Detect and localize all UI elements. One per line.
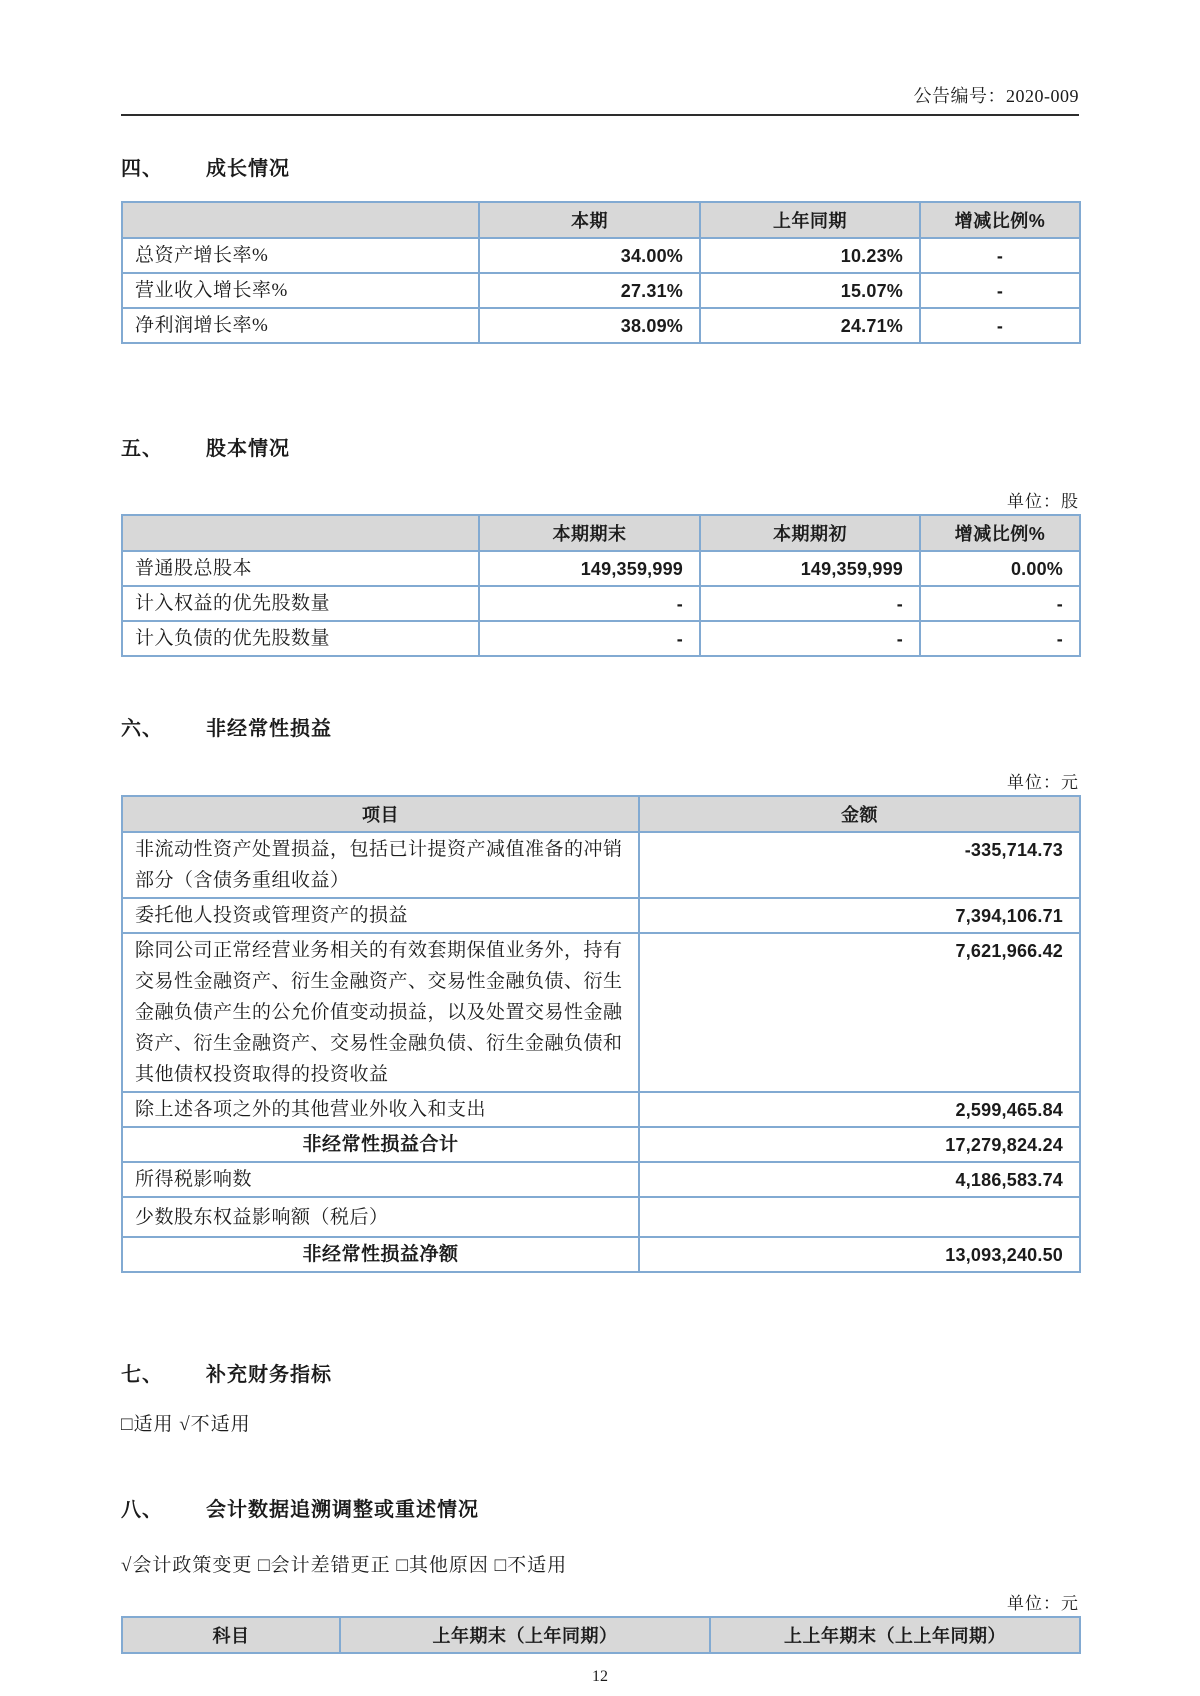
table-header-row <box>122 515 1080 551</box>
cell-value: 10.23% <box>700 238 920 273</box>
section-heading-supplementary <box>121 1358 1079 1387</box>
header-cell-subject: 科目 <box>122 1617 340 1653</box>
header-cell-period-end: 本期期末 <box>479 515 700 551</box>
header-cell-blank <box>122 202 479 238</box>
cell-value <box>639 1197 1080 1237</box>
cell-value: 34.00% <box>479 238 700 273</box>
header-cell-prior-year: 上年期末（上年同期） <box>340 1617 710 1653</box>
cell-value: - <box>479 586 700 621</box>
header-cell-change: 增减比例% <box>920 515 1080 551</box>
section-title: 非经常性损益 <box>206 718 332 740</box>
row-label: 非流动性资产处置损益，包括已计提资产减值准备的冲销部分（含债务重组收益） <box>122 832 639 898</box>
table-header-row <box>122 1617 1080 1653</box>
unit-label-shares: 单位：股 <box>1007 492 1079 511</box>
cell-value: - <box>920 586 1080 621</box>
table-row-total <box>122 1237 1080 1272</box>
row-label: 净利润增长率% <box>122 308 479 343</box>
cell-value: 149,359,999 <box>479 551 700 586</box>
table-row <box>122 898 1080 933</box>
section-number: 六、 <box>121 718 163 740</box>
row-label: 除上述各项之外的其他营业外收入和支出 <box>122 1092 639 1127</box>
row-label: 总资产增长率% <box>122 238 479 273</box>
section-number: 四、 <box>121 158 163 180</box>
section-heading-growth <box>121 152 1079 181</box>
table-row <box>122 308 1080 343</box>
cell-value: 15.07% <box>700 273 920 308</box>
header-cell-blank <box>122 515 479 551</box>
row-label: 非经常性损益合计 <box>122 1127 639 1162</box>
cell-value: 4,186,583.74 <box>639 1162 1080 1197</box>
cell-value: 0.00% <box>920 551 1080 586</box>
table-row <box>122 621 1080 656</box>
applicability-checkboxes: □适用 √不适用 <box>121 1414 251 1435</box>
header-cell-two-years-prior: 上上年期末（上上年同期） <box>710 1617 1080 1653</box>
table-row-subtotal <box>122 1127 1080 1162</box>
cell-value: -335,714.73 <box>639 832 1080 898</box>
cell-value: 27.31% <box>479 273 700 308</box>
table-row <box>122 1197 1080 1237</box>
cell-value: 38.09% <box>479 308 700 343</box>
row-label: 非经常性损益净额 <box>122 1237 639 1272</box>
page-number: 12 <box>592 1668 608 1685</box>
announcement-number: 公告编号：2020-009 <box>913 86 1079 106</box>
row-label: 所得税影响数 <box>122 1162 639 1197</box>
section-title: 成长情况 <box>206 158 290 180</box>
cell-value: - <box>920 273 1080 308</box>
row-label: 营业收入增长率% <box>122 273 479 308</box>
capital-table <box>121 514 1081 657</box>
row-label: 普通股总股本 <box>122 551 479 586</box>
cell-value: 149,359,999 <box>700 551 920 586</box>
cell-value: 17,279,824.24 <box>639 1127 1080 1162</box>
header-cell-current: 本期 <box>479 202 700 238</box>
table-row <box>122 1162 1080 1197</box>
header-cell-change: 增减比例% <box>920 202 1080 238</box>
section-heading-nonrecurring <box>121 712 1079 741</box>
cell-value: - <box>479 621 700 656</box>
nonrecurring-table <box>121 795 1081 1273</box>
table-row <box>122 551 1080 586</box>
unit-label-yuan: 单位：元 <box>1007 773 1079 792</box>
cell-value: 13,093,240.50 <box>639 1237 1080 1272</box>
row-label: 计入权益的优先股数量 <box>122 586 479 621</box>
section-heading-capital <box>121 432 1079 461</box>
header-rule <box>121 114 1079 116</box>
cell-value: 24.71% <box>700 308 920 343</box>
growth-table <box>121 201 1081 344</box>
cell-value: - <box>920 308 1080 343</box>
row-label: 除同公司正常经营业务相关的有效套期保值业务外，持有交易性金融资产、衍生金融资产、交易性金融负债、衍生金融负债产生的公允价值变动损益，以及处置交易性金融资产、衍生金融资产、交易性金融负债、衍生金融负债和其他债权投资取得的投资收益 <box>122 933 639 1092</box>
cell-value: - <box>920 621 1080 656</box>
section-number: 五、 <box>121 438 163 460</box>
cell-value: 2,599,465.84 <box>639 1092 1080 1127</box>
header-cell-period-start: 本期期初 <box>700 515 920 551</box>
table-row <box>122 1092 1080 1127</box>
table-header-row <box>122 202 1080 238</box>
restatement-option-checkboxes: √会计政策变更 □会计差错更正 □其他原因 □不适用 <box>121 1555 568 1576</box>
header-cell-item: 项目 <box>122 796 639 832</box>
row-label: 少数股东权益影响额（税后） <box>122 1197 639 1237</box>
table-row <box>122 238 1080 273</box>
cell-value: - <box>700 586 920 621</box>
row-label: 计入负债的优先股数量 <box>122 621 479 656</box>
table-row <box>122 832 1080 898</box>
table-row <box>122 273 1080 308</box>
cell-value: 7,394,106.71 <box>639 898 1080 933</box>
table-row <box>122 933 1080 1092</box>
section-heading-restatement <box>121 1493 1079 1522</box>
header-cell-prior: 上年同期 <box>700 202 920 238</box>
cell-value: 7,621,966.42 <box>639 933 1080 1092</box>
table-row <box>122 586 1080 621</box>
section-title: 会计数据追溯调整或重述情况 <box>206 1499 479 1521</box>
table-header-row <box>122 796 1080 832</box>
cell-value: - <box>920 238 1080 273</box>
page-content <box>121 0 1079 1686</box>
unit-label-yuan: 单位：元 <box>1007 1594 1079 1613</box>
section-title: 股本情况 <box>206 438 290 460</box>
section-number: 八、 <box>121 1499 163 1521</box>
row-label: 委托他人投资或管理资产的损益 <box>122 898 639 933</box>
header-cell-amount: 金额 <box>639 796 1080 832</box>
restatement-table <box>121 1616 1081 1654</box>
cell-value: - <box>700 621 920 656</box>
section-number: 七、 <box>121 1364 163 1386</box>
section-title: 补充财务指标 <box>206 1364 332 1386</box>
